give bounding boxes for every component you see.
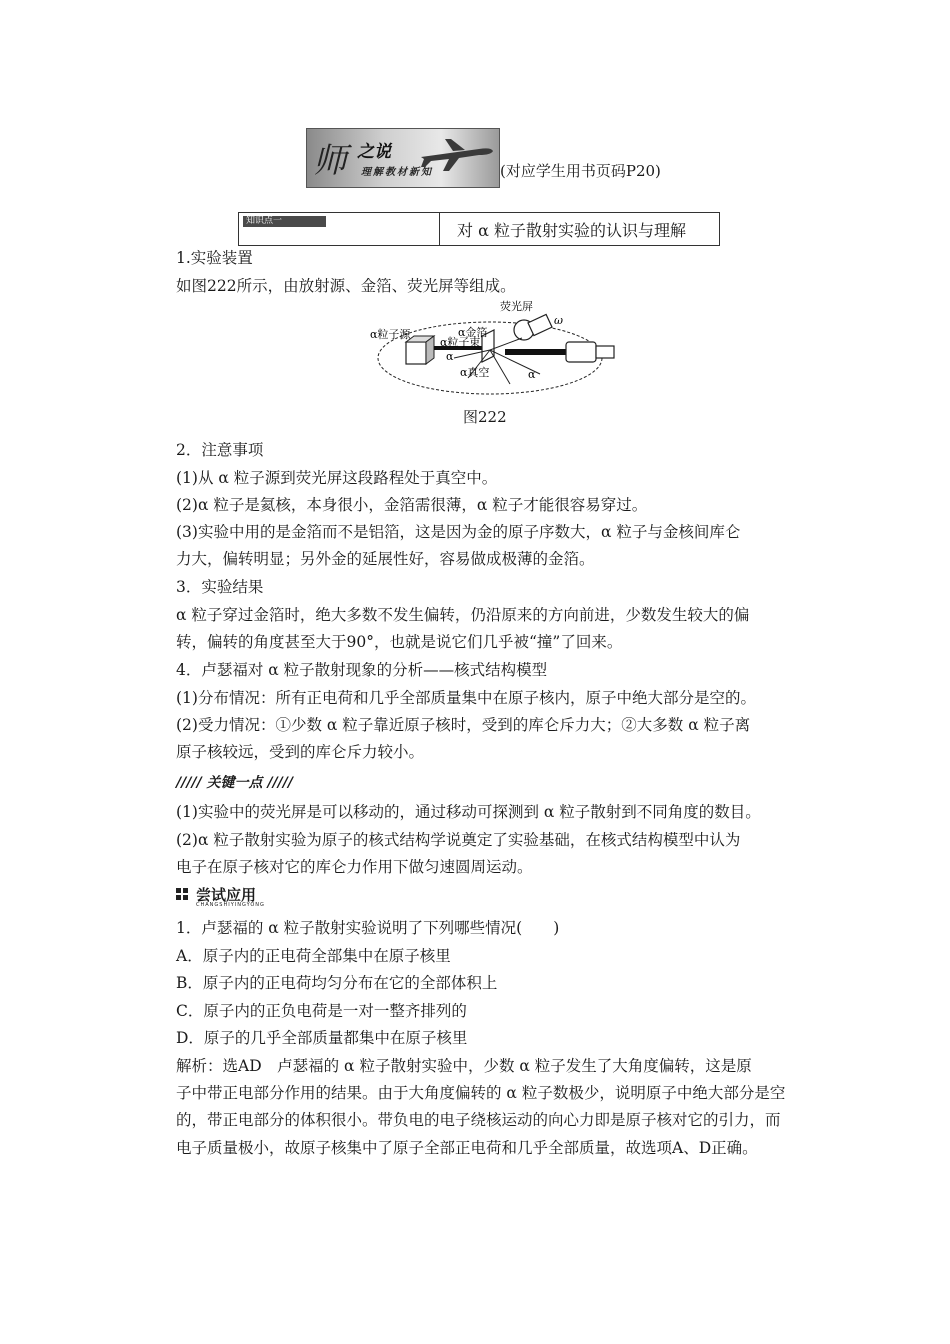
section-4-line: (2)受力情况：①少数 α 粒子靠近原子核时，受到的库仑斥力大；②大多数 α 粒子离 [176,716,751,734]
knowledge-point-tag: 知识点一 [243,216,326,227]
figure-caption: 图222 [463,408,507,426]
try-apply-sub: CHANGSHIYINGYONG [196,902,265,908]
section-2-item: (1)从 α 粒子源到荧光屏这段路程处于真空中。 [176,469,498,487]
section-1-text: 如图222所示，由放射源、金箔、荧光屏等组成。 [176,277,516,295]
hatch-left-icon: ///// [176,775,202,791]
section-4-heading: 4．卢瑟福对 α 粒子散射现象的分析——核式结构模型 [176,661,548,679]
label-alpha-2: α [528,368,536,381]
alpha-source-box [406,342,426,364]
microscope-body [566,342,596,362]
section-2-item: (2)α 粒子是氦核，本身很小，金箔需很薄，α 粒子才能很容易穿过。 [176,496,648,514]
option-c: C．原子内的正负电荷是一对一整齐排列的 [176,1002,467,1020]
key-point-bar [176,772,293,792]
section-2-heading: 2．注意事项 [176,441,264,459]
option-a: A．原子内的正电荷全部集中在原子核里 [176,947,451,965]
banner-title: 之说 [357,142,391,162]
section-4-line: (1)分布情况：所有正电荷和几乎全部质量集中在原子核内，原子中绝大部分是空的。 [176,689,756,707]
label-vacuum: α真空 [460,366,490,379]
grid-icon [176,888,188,900]
label-omega: ω [554,314,563,327]
section-3-line: α 粒子穿过金箔时，绝大多数不发生偏转，仍沿原来的方向前进，少数发生较大的偏 [176,606,750,624]
analysis-line: 解析：选AD 卢瑟福的 α 粒子散射实验中，少数 α 粒子发生了大角度偏转，这是原 [176,1057,752,1075]
label-screen: 荧光屏 [500,300,533,313]
key-point-label: 关键一点 [206,775,263,791]
experiment-apparatus-figure [370,298,620,396]
section-1-heading: 1.实验装置 [176,249,253,267]
page-reference: (对应学生用书页码P20) [500,162,661,180]
section-3-line: 转，偏转的角度甚至大于90°，也就是说它们几乎被“撞”了回来。 [176,633,623,651]
key-point-line: (2)α 粒子散射实验为原子的核式结构学说奠定了实验基础，在核式结构模型中认为 [176,831,741,849]
banner-glyph: 师 [313,141,347,181]
section-3-heading: 3．实验结果 [176,578,264,596]
option-b: B．原子内的正电荷均匀分布在它的全部体积上 [176,974,498,992]
section-2-item: (3)实验中用的是金箔而不是铝箔，这是因为金的原子序数大，α 粒子与金核间库仑 [176,523,741,541]
try-apply-label: 尝试应用 [195,886,256,904]
section-banner [306,128,500,188]
section-2-item: 力大，偏转明显；另外金的延展性好，容易做成极薄的金箔。 [176,550,595,568]
section-4-line: 原子核较远，受到的库仑斥力较小。 [176,743,425,761]
analysis-line: 子中带正电部分作用的结果。由于大角度偏转的 α 粒子数极少，说明原子中绝大部分是空 [176,1084,786,1102]
knowledge-point-title: 对 α 粒子散射实验的认识与理解 [457,221,686,240]
question-text: 1．卢瑟福的 α 粒子散射实验说明了下列哪些情况( ) [176,919,560,937]
key-point-line: 电子在原子核对它的库仑力作用下做匀速圆周运动。 [176,858,533,876]
label-foil: α金箔 [458,326,488,339]
banner-subtitle: 理解教材新知 [361,167,433,178]
airplane-icon [419,135,495,175]
analysis-line: 电子质量极小，故原子核集中了原子全部正电荷和几乎全部质量，故选项A、D正确。 [176,1139,758,1157]
key-point-line: (1)实验中的荧光屏是可以移动的，通过移动可探测到 α 粒子散射到不同角度的数目。 [176,803,761,821]
label-beam: α粒子束 [440,336,481,349]
hatch-right-icon: ///// [267,775,293,791]
label-source: α粒子源 [370,328,411,341]
label-alpha-1: α [446,350,454,363]
knowledge-point-box [238,212,720,246]
knowledge-point-tag-cell [239,213,440,245]
analysis-line: 的，带正电部分的体积很小。带负电的电子绕核运动的向心力即是原子核对它的引力，而 [176,1111,781,1129]
try-apply-bar [176,884,265,908]
option-d: D．原子的几乎全部质量都集中在原子核里 [176,1029,468,1047]
